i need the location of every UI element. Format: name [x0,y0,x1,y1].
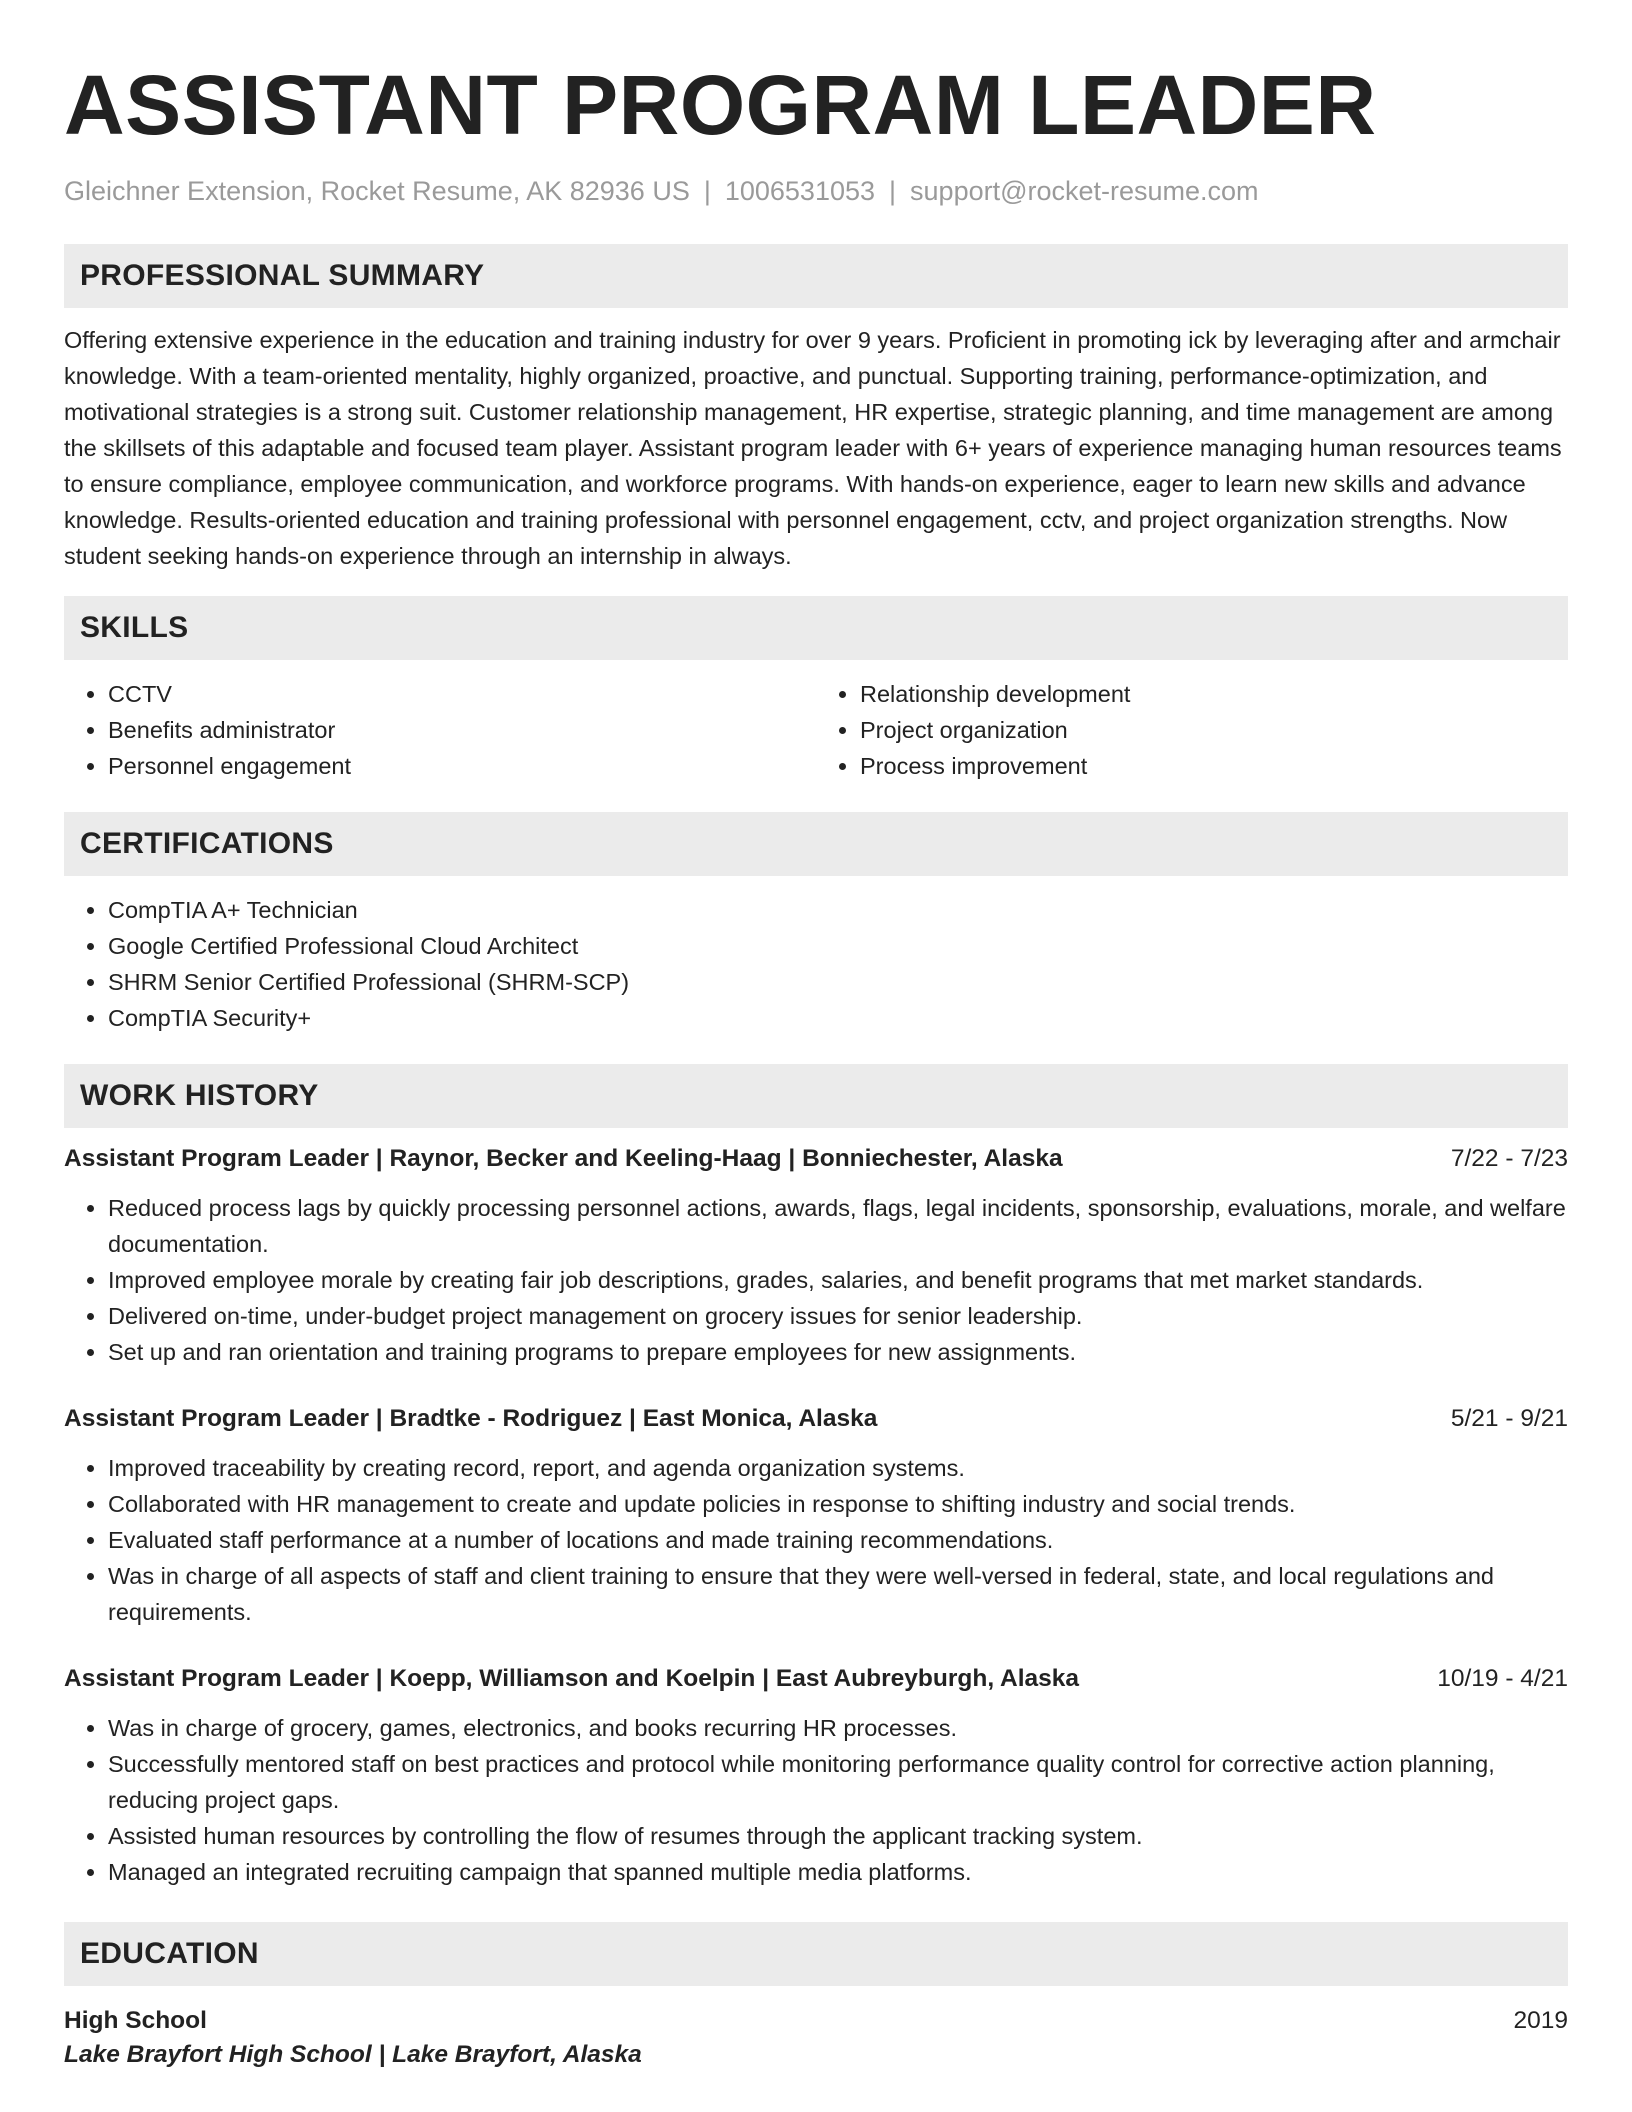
section-header-certifications: CERTIFICATIONS [64,812,1568,876]
job-title: Assistant Program Leader | Bradtke - Rodriguez | East Monica, Alaska [64,1405,878,1432]
job-bullets [64,1450,1568,1630]
section-header-summary: PROFESSIONAL SUMMARY [64,244,1568,308]
job-bullet: • Delivered on-time, under-budget project management on grocery issues for senior leadership. [108,1298,1568,1334]
contact-address: Gleichner Extension, Rocket Resume, AK 82936 US [64,176,690,206]
job-header [64,1402,1568,1436]
skills-column-left [64,676,816,784]
job-bullet: • Improved traceability by creating record, report, and agenda organization systems. [108,1450,1568,1486]
education-degree: High School [64,2007,207,2034]
job-bullet: • Improved employee morale by creating fair job descriptions, grades, salaries, and benefit programs that met market standards. [108,1262,1568,1298]
job-title: Assistant Program Leader | Koepp, Williamson and Koelpin | East Aubreyburgh, Alaska [64,1665,1080,1692]
skill-item: • Project organization [860,712,1568,748]
skill-item: • CCTV [108,676,816,712]
education-year: 2019 [1513,2007,1568,2034]
skill-item: • Relationship development [860,676,1568,712]
resume-name: ASSISTANT PROGRAM LEADER [64,58,1377,152]
certification-item: • SHRM Senior Certified Professional (SHRM-SCP) [108,964,1568,1000]
contact-separator: | [703,176,711,206]
job-header [64,1662,1568,1696]
job-title: Assistant Program Leader | Raynor, Becker and Keeling-Haag | Bonniechester, Alaska [64,1145,1063,1172]
job-bullet: • Reduced process lags by quickly processing personnel actions, awards, flags, legal incidents, sponsorship, evaluations, morale, and welfare documentation. [108,1190,1568,1262]
certifications-list [64,892,1568,1036]
resume-page [64,0,1568,2072]
skill-item: • Process improvement [860,748,1568,784]
job-entry [64,1662,1568,1890]
job-dates: 7/22 - 7/23 [1450,1145,1568,1172]
skill-item: • Personnel engagement [108,748,816,784]
job-bullet: • Managed an integrated recruiting campaign that spanned multiple media platforms. [108,1854,1568,1890]
job-bullet: • Set up and ran orientation and training programs to prepare employees for new assignments. [108,1334,1568,1370]
job-bullet: • Evaluated staff performance at a number of locations and made training recommendations. [108,1522,1568,1558]
job-bullets [64,1710,1568,1890]
education-school: Lake Brayfort High School | Lake Brayfort, Alaska [64,2041,642,2068]
job-entry [64,1402,1568,1630]
contact-line [64,174,1568,208]
job-bullet: • Assisted human resources by controlling the flow of resumes through the applicant tracking system. [108,1818,1568,1854]
job-header [64,1142,1568,1176]
job-bullets [64,1190,1568,1370]
certification-item: • CompTIA A+ Technician [108,892,1568,928]
job-bullet: • Collaborated with HR management to create and update policies in response to shifting industry and social trends. [108,1486,1568,1522]
skills-column-right [816,676,1568,784]
job-entry [64,1142,1568,1370]
certification-item: • Google Certified Professional Cloud Architect [108,928,1568,964]
skills-grid [64,676,1568,784]
job-bullet: • Was in charge of all aspects of staff and client training to ensure that they were well-versed in federal, state, and local regulations and requirements. [108,1558,1568,1630]
certification-item: • CompTIA Security+ [108,1000,1568,1036]
job-bullet: • Successfully mentored staff on best practices and protocol while monitoring performance quality control for corrective action planning, reducing project gaps. [108,1746,1568,1818]
section-header-skills: SKILLS [64,596,1568,660]
job-bullet: • Was in charge of grocery, games, electronics, and books recurring HR processes. [108,1710,1568,1746]
education-header [64,2004,1568,2038]
skill-item: • Benefits administrator [108,712,816,748]
job-dates: 10/19 - 4/21 [1437,1665,1568,1692]
contact-separator: | [889,176,897,206]
job-dates: 5/21 - 9/21 [1450,1405,1568,1432]
section-header-education: EDUCATION [64,1922,1568,1986]
contact-email: support@rocket-resume.com [910,176,1259,206]
section-header-work-history: WORK HISTORY [64,1064,1568,1128]
summary-text: Offering extensive experience in the education and training industry for over 9 years. Proficient in promoting ick by leveraging after and armchair knowledge. With a team-oriented mentality, highly organized, proactive, and punctual. Supporting training, performance-optimization, and motivational strategies is a strong suit. Customer relationship management, HR expertise, strategic planning, and time management are among the skillsets of this adaptable and focused team player. Assistant program leader with 6+ years of experience managing human resources teams to ensure compliance, employee communication, and workforce programs. With hands-on experience, eager to learn new skills and advance knowledge. Results-oriented education and training professional with personnel engagement, cctv, and project organization strengths. Now student seeking hands-on experience through an internship in always. [64,327,1562,569]
contact-phone: 1006531053 [724,176,876,206]
